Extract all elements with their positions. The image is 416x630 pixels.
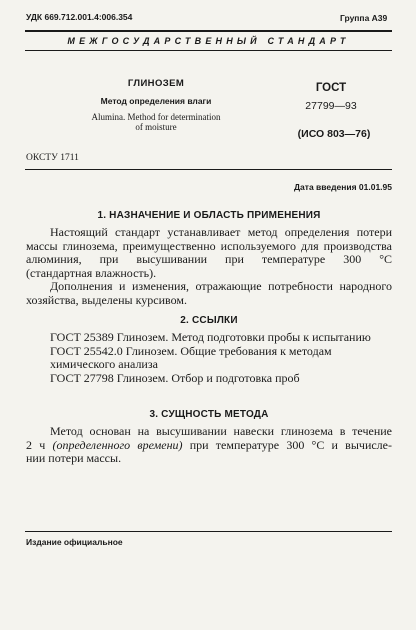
s3-line-2b: при температуре 300 °С и вычисле- xyxy=(189,437,392,452)
s1-line-2: массы глинозема, преимущественно используемого для производства xyxy=(26,238,392,253)
section-3-heading: 3. СУЩНОСТЬ МЕТОДА xyxy=(149,409,269,420)
section-1-text xyxy=(26,226,392,307)
iso-number: (ИСО 803—76) xyxy=(297,128,371,140)
s1-line-3: алюминия, при высушивании при температуре 300 °С xyxy=(26,252,392,266)
s2-ref-3: ГОСТ 27798 Глинозем. Отбор и подготовка проб xyxy=(50,370,300,385)
top-rule-thick xyxy=(25,30,392,32)
okstu-code: ОКСТУ 1711 xyxy=(26,153,79,163)
s3-line-1: Метод основан на высушивании навески глинозема в течение xyxy=(50,424,392,438)
s2-ref-2: ГОСТ 25542.0 Глинозем. Общие требования к методам химического анализа xyxy=(50,343,332,371)
s1-line-6: хозяйства, выделены курсивом. xyxy=(26,292,187,307)
section-2-text xyxy=(26,331,392,385)
s1-line-1: Настоящий стандарт устанавливает метод определения потери xyxy=(50,225,392,239)
s1-line-5: Дополнения и изменения, отражающие потребности народного xyxy=(50,279,392,293)
section-2-heading: 2. ССЫЛКИ xyxy=(180,315,238,326)
s3-line-2a: 2 ч xyxy=(26,437,46,452)
top-rule-thin xyxy=(25,50,392,51)
section-1-heading: 1. НАЗНАЧЕНИЕ И ОБЛАСТЬ ПРИМЕНЕНИЯ xyxy=(97,210,321,221)
english-title-line1: Alumina. Method for determination xyxy=(91,112,221,122)
udk-code: УДК 669.712.001.4:006.354 xyxy=(26,12,133,22)
document-title: ГЛИНОЗЕМ xyxy=(127,78,185,89)
s2-ref-1: ГОСТ 25389 Глинозем. Метод подготовки пробы к испытанию xyxy=(50,330,371,344)
s3-italic-addition: (определенного времени) xyxy=(52,437,183,452)
english-title-line2: of moisture xyxy=(135,122,177,132)
mid-rule xyxy=(25,169,392,170)
document-subtitle: Метод определения влаги xyxy=(100,96,212,106)
gost-number: 27799—93 xyxy=(305,100,357,112)
gost-label: ГОСТ xyxy=(315,82,347,94)
official-edition: Издание официальное xyxy=(26,537,123,547)
section-3-text xyxy=(26,425,392,466)
group-code: Группа А39 xyxy=(340,13,388,23)
bottom-rule xyxy=(25,531,392,532)
s3-line-3: нии потери массы. xyxy=(26,451,122,465)
introduction-date: Дата введения 01.01.95 xyxy=(294,182,392,192)
standard-banner: МЕЖГОСУДАРСТВЕННЫЙ СТАНДАРТ xyxy=(67,36,350,46)
s1-line-4: (стандартная влажность). xyxy=(26,265,157,280)
